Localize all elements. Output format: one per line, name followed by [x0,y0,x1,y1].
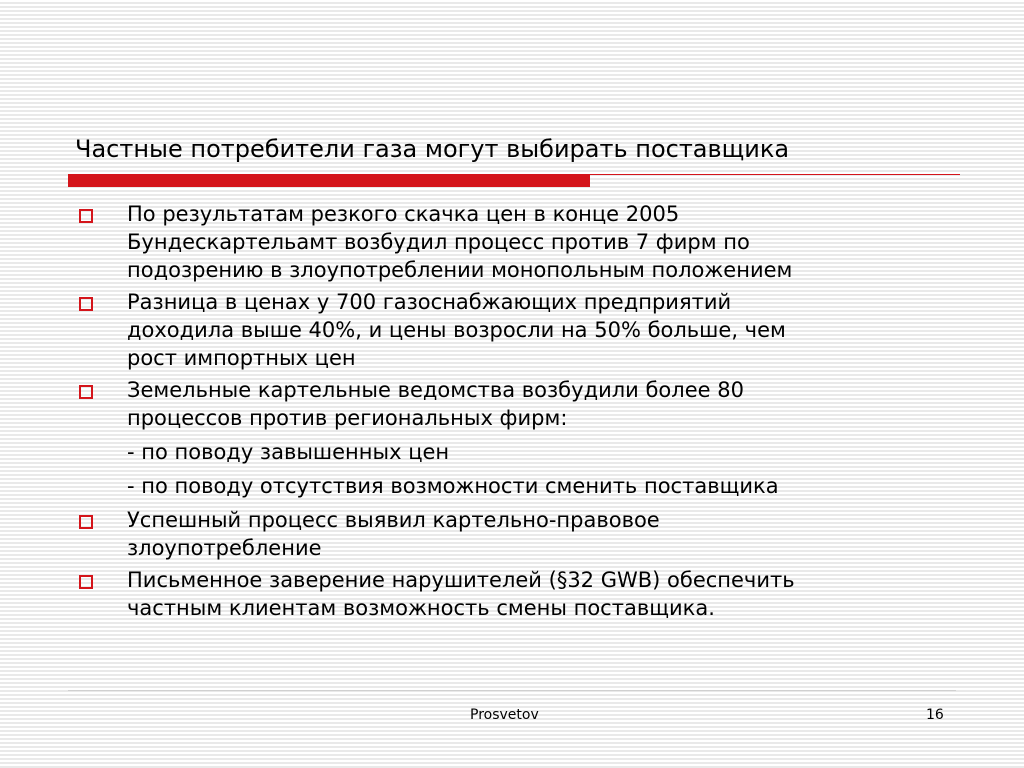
bullet-line: частным клиентам возможность смены поставщика. [127,596,715,620]
bullet-item [75,288,955,372]
bullet-item [75,566,955,622]
footer-author: Prosvetov [470,707,539,723]
slide-content [75,200,955,626]
title-accent-bar [68,174,590,187]
sub-item: - по поводу отсутствия возможности сменить поставщика [127,474,779,498]
hollow-square-bullet-icon [79,297,93,311]
bullet-line: Разница в ценах у 700 газоснабжающих предприятий [127,290,732,314]
bullet-line: По результатам резкого скачка цен в конце 2005 [127,202,680,226]
bullet-line: рост импортных цен [127,346,356,370]
bullet-line: злоупотребление [127,536,322,560]
bullet-line: подозрению в злоупотреблении монопольным положением [127,258,793,282]
bullet-line: Бундескартельамт возбудил процесс против 7 фирм по [127,230,750,254]
title-accent-line [590,174,960,175]
hollow-square-bullet-icon [79,575,93,589]
bullet-line: Земельные картельные ведомства возбудили более 80 [127,378,744,402]
page-number: 16 [926,707,944,723]
bullet-line: процессов против региональных фирм: [127,406,568,430]
hollow-square-bullet-icon [79,385,93,399]
footer-divider [68,690,956,691]
bullet-item [75,376,955,432]
bullet-line: доходила выше 40%, и цены возросли на 50% больше, чем [127,318,786,342]
hollow-square-bullet-icon [79,209,93,223]
bullet-item [75,200,955,284]
hollow-square-bullet-icon [79,515,93,529]
title-underline [68,174,960,188]
bullet-item [75,506,955,562]
bullet-line: Письменное заверение нарушителей (§32 GWB) обеспечить [127,568,795,592]
sub-item: - по поводу завышенных цен [127,440,450,464]
slide-title: Частные потребители газа могут выбирать поставщика [75,135,790,163]
bullet-line: Успешный процесс выявил картельно-правовое [127,508,660,532]
